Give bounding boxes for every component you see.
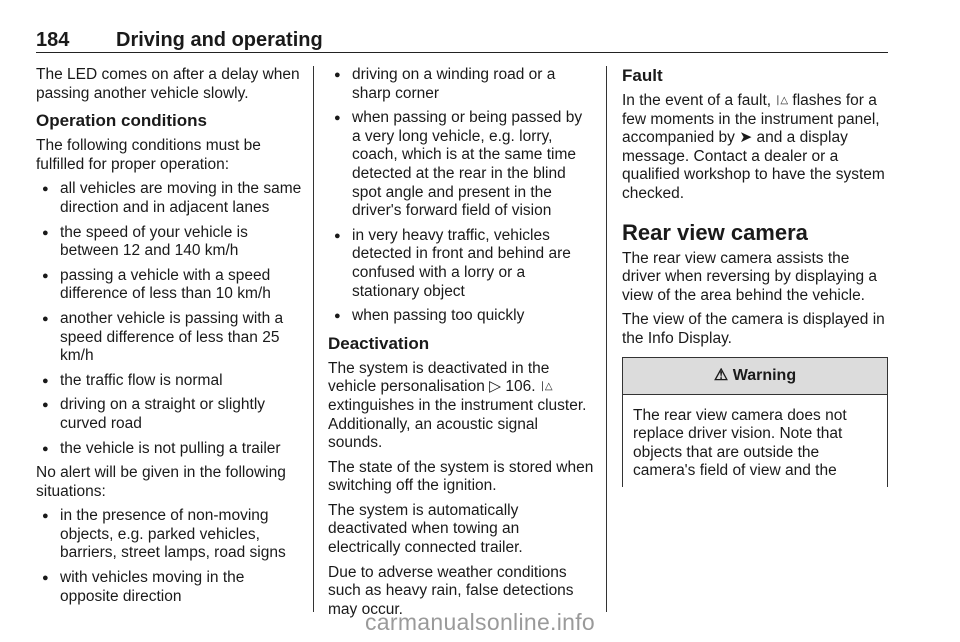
list-item: ● driving on a straight or slightly curved road [36,396,302,433]
column-1 [36,66,302,612]
list-item: ● the speed of your vehicle is between 12 and 140 km/h [36,224,302,261]
rear-view-camera-heading: Rear view camera [622,219,808,245]
deactivation-heading: Deactivation [328,333,430,353]
conditions-list [36,180,302,458]
warning-title: Warning [732,366,797,384]
warning-triangle-icon: ⚠ [713,366,729,384]
deactivation-paragraph: The system is deactivated in the vehicle personalisation ▷ 106. ∣△ extinguishes in the instrument cluster. Additionally, an acoustic signal sounds. [328,359,587,452]
wrench-icon: ➤ [739,129,753,147]
list-item: ● the traffic flow is normal [36,372,302,391]
intro-paragraph: The LED comes on after a delay when passing another vehicle slowly. [36,66,300,102]
operation-conditions-heading: Operation conditions [36,111,207,131]
list-item: ● when passing too quickly [328,307,594,326]
list-item: ● all vehicles are moving in the same direction and in adjacent lanes [36,180,302,217]
list-item: ● when passing or being passed by a very long vehicle, e.g. lorry, coach, which is at the same time detected at the rear in the blind spot angle and present in the driver's forward field of vision [328,109,594,221]
list-item: ● driving on a winding road or a sharp corner [328,66,594,103]
page-header [36,28,888,53]
conditions-lead: The following conditions must be fulfilled for proper operation: [36,137,261,173]
page-reference[interactable]: 106. [505,378,536,396]
warning-box [622,357,888,487]
no-alert-list [36,507,302,606]
camera-paragraph: The view of the camera is displayed in the Info Display. [622,311,885,347]
deactivation-paragraph: Due to adverse weather conditions such as heavy rain, false detections may occur. [328,563,574,618]
list-item: ● the vehicle is not pulling a trailer [36,440,302,459]
list-item: ● in the presence of non-moving objects, e.g. parked vehicles, barriers, street lamps, road signs [36,507,302,563]
list-item: ● with vehicles moving in the opposite direction [36,569,302,606]
section-title: Driving and operating [116,29,323,51]
page-reference-arrow-icon: ▷ [489,378,502,396]
fault-heading: Fault [622,66,663,85]
column-3 [622,66,888,487]
fault-paragraph: In the event of a fault, ∣△ flashes for a few moments in the instrument panel, accompanied by ➤ and a display message. Contact a dealer or a qualified workshop to have the system checked. [622,92,885,202]
deactivation-paragraph: The system is automatically deactivated when towing an electrically connected trailer. [328,501,523,557]
warning-header [623,358,887,395]
page-number: 184 [36,29,70,51]
list-item: ● passing a vehicle with a speed difference of less than 10 km/h [36,267,302,304]
list-item: ● in very heavy traffic, vehicles detected in front and behind are confused with a lorry or a stationary object [328,227,594,301]
column-2 [328,66,594,625]
column-divider [606,66,607,612]
blind-spot-icon: ∣△ [775,95,789,106]
deactivation-paragraph: The state of the system is stored when switching off the ignition. [328,458,594,495]
watermark: carmanualsonline.info [364,609,596,635]
camera-paragraph: The rear view camera assists the driver when reversing by displaying a view of the area behind the vehicle. [622,249,878,304]
list-item: ● another vehicle is passing with a speed difference of less than 25 km/h [36,310,302,366]
no-alert-lead: No alert will be given in the following situations: [36,464,286,500]
column-divider [313,66,314,612]
blind-spot-icon: ∣△ [539,381,553,393]
warning-text: The rear view camera does not replace driver vision. Note that objects that are outside the camera's field of view and the [633,406,847,480]
no-alert-list-continued [328,66,594,326]
